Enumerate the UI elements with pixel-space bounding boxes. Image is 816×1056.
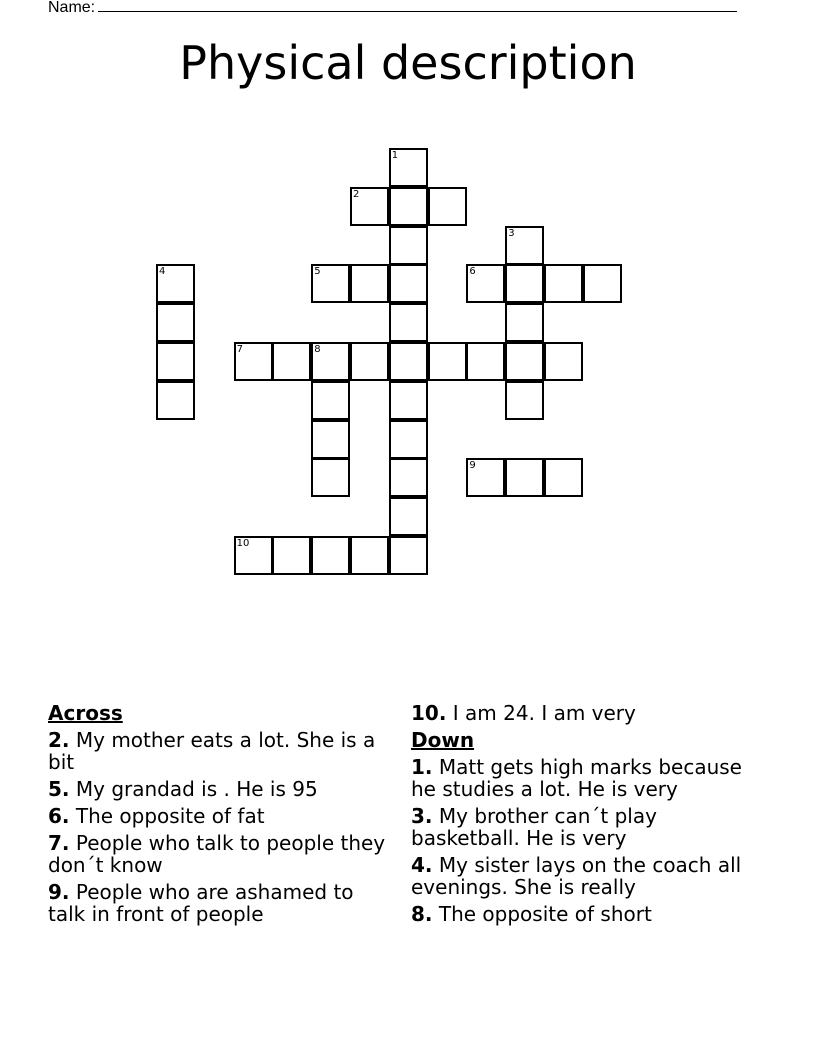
crossword-cell[interactable] [234, 536, 273, 575]
clue-number-label: 6 [469, 266, 476, 278]
crossword-cell[interactable] [350, 342, 389, 381]
crossword-cell[interactable] [505, 226, 544, 265]
across-heading: Across [48, 701, 123, 725]
crossword-cell[interactable] [350, 187, 389, 226]
crossword-cell[interactable] [389, 536, 428, 575]
crossword-cell[interactable] [428, 342, 467, 381]
clue-across-7 [48, 832, 388, 876]
clue-text: My sister lays on the coach all evenings. She is really [411, 853, 742, 899]
clue-number: 4. [411, 853, 433, 877]
crossword-cell[interactable] [389, 381, 428, 420]
clues-column-right [411, 702, 751, 930]
clue-number: 9. [48, 880, 70, 904]
clue-down-8 [411, 903, 751, 925]
crossword-cell[interactable] [311, 264, 350, 303]
crossword-cell[interactable] [544, 264, 583, 303]
clue-number: 8. [411, 902, 433, 926]
crossword-cell[interactable] [466, 342, 505, 381]
crossword-cell[interactable] [389, 226, 428, 265]
clue-number-label: 4 [159, 266, 166, 278]
clue-across-5 [48, 778, 388, 800]
crossword-cell[interactable] [544, 342, 583, 381]
clue-number: 2. [48, 728, 70, 752]
crossword-cell[interactable] [466, 264, 505, 303]
clue-down-3 [411, 805, 751, 849]
crossword-cell[interactable] [156, 303, 195, 342]
crossword-cell[interactable] [428, 187, 467, 226]
clue-number-label: 9 [469, 460, 476, 472]
crossword-cell[interactable] [311, 420, 350, 459]
down-heading: Down [411, 728, 475, 752]
crossword-cell[interactable] [389, 497, 428, 536]
crossword-cell[interactable] [389, 342, 428, 381]
crossword-cell[interactable] [505, 303, 544, 342]
crossword-cell[interactable] [505, 381, 544, 420]
crossword-cell[interactable] [311, 342, 350, 381]
clue-text: The opposite of short [438, 902, 652, 926]
crossword-cell[interactable] [311, 536, 350, 575]
clue-text: Matt gets high marks because he studies a lot. He is very [411, 755, 742, 801]
crossword-cell[interactable] [156, 342, 195, 381]
clue-text: I am 24. I am very [452, 701, 636, 725]
clue-across-10 [411, 702, 751, 724]
crossword-cell[interactable] [544, 458, 583, 497]
crossword-cell[interactable] [505, 458, 544, 497]
crossword-cell[interactable] [272, 342, 311, 381]
clue-text: My mother eats a lot. She is a bit [48, 728, 376, 774]
crossword-cell[interactable] [505, 342, 544, 381]
clue-number-label: 8 [314, 344, 321, 355]
crossword-cell[interactable] [156, 264, 195, 303]
clue-number: 5. [48, 777, 70, 801]
clue-number-label: 1 [391, 150, 399, 161]
crossword-cell[interactable] [311, 458, 350, 497]
clue-number-label: 7 [236, 344, 243, 355]
crossword-cell[interactable] [389, 458, 428, 497]
clue-across-6 [48, 805, 388, 827]
crossword-cell[interactable] [350, 264, 389, 303]
clue-text: My grandad is . He is 95 [75, 777, 318, 801]
page-title: Physical description [179, 36, 637, 90]
crossword-cell[interactable] [505, 264, 544, 303]
clue-number: 7. [48, 831, 70, 855]
clue-number: 1. [411, 755, 433, 779]
clues-column-left [48, 702, 388, 930]
clue-text: The opposite of fat [75, 804, 265, 828]
clue-number-label: 10 [236, 538, 250, 549]
crossword-cell[interactable] [156, 381, 195, 420]
crossword-cell[interactable] [389, 148, 428, 187]
clue-number-label: 5 [314, 266, 321, 278]
crossword-cell[interactable] [311, 381, 350, 420]
clue-text: My brother can´t play basketball. He is very [411, 804, 657, 850]
crossword-cell[interactable] [234, 342, 273, 381]
clue-number: 10. [411, 701, 447, 725]
crossword-cell[interactable] [389, 264, 428, 303]
name-label: Name: [48, 0, 96, 16]
crossword-cell[interactable] [389, 303, 428, 342]
clue-number: 3. [411, 804, 433, 828]
crossword-cell[interactable] [583, 264, 622, 303]
clue-down-1 [411, 756, 751, 800]
clue-text: People who are ashamed to talk in front of people [48, 880, 354, 926]
crossword-cell[interactable] [389, 420, 428, 459]
clue-across-2 [48, 729, 388, 773]
crossword-cell[interactable] [389, 187, 428, 226]
clue-number-label: 2 [353, 188, 360, 200]
crossword-cell[interactable] [350, 536, 389, 575]
clue-down-4 [411, 854, 751, 898]
clue-number-label: 3 [508, 227, 515, 239]
clue-text: People who talk to people they don´t know [48, 831, 386, 877]
clue-across-9 [48, 881, 388, 925]
clue-number: 6. [48, 804, 70, 828]
crossword-cell[interactable] [272, 536, 311, 575]
crossword-cell[interactable] [466, 458, 505, 497]
